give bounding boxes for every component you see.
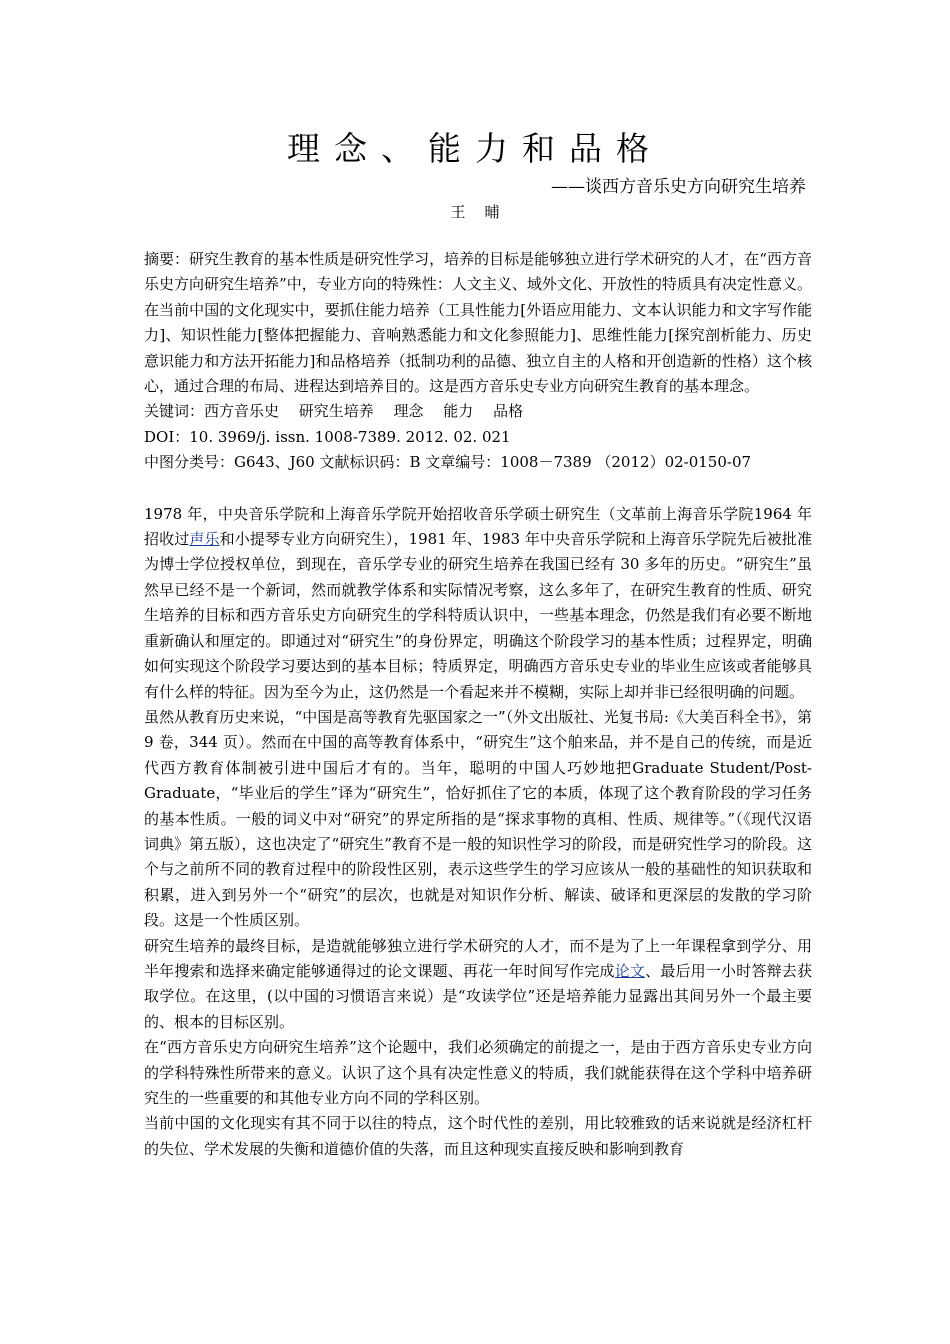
body-paragraph-1 [144, 502, 812, 705]
article-title: 理念、能力和品格 [287, 129, 663, 168]
keywords-line: 关键词：西方音乐史 研究生培养 理念 能力 品格 [144, 402, 524, 421]
doi-line: DOI：10. 3969/j. issn. 1008-7389. 2012. 02. 021 [144, 427, 511, 446]
classification-line: 中图分类号：G643、J60 文献标识码：B 文章编号：1008－7389 （2012）02-0150-07 [144, 453, 752, 472]
paragraph-text: 研究生培养的最终目标，是造就能够独立进行学术研究的人才，而不是为了上一年课程拿到学分、用半年搜索和选择来确定能够通得过的论文课题、再花一年时间写作完成 [144, 936, 812, 980]
body-paragraph-5: 当前中国的文化现实有其不同于以往的特点，这个时代性的差别，用比较雅致的话来说就是经济杠杆的失位、学术发展的失衡和道德价值的失落，而且这种现实直接反映和影响到教育 [144, 1114, 812, 1158]
article-body [144, 247, 812, 1162]
paragraph-text: 和小提琴专业方向研究生），1981 年、1983 年中央音乐学院和上海音乐学院先后被批准为博士学位授权单位，到现在，音乐学专业的研究生培养在我国已经有 30 多年的历史。“研究生”虽然早已经不是一个新词，然而就教学体系和实际情况考察，这么多年了，在研究生教育的性质、研究生培养的目标和西方音乐史方向研究生的学科特质认识中，一些基本理念，仍然是我们有必要不断地重新确认和厘定的。即通过对“研究生”的身份界定，明确这个阶段学习的基本性质；过程界定，明确如何实现这个阶段学习要达到的基本目标；特质界定，明确西方音乐史专业的毕业生应该或者能够具有什么样的特征。因为至今为止，这仍然是一个看起来并不模糊，实际上却并非已经很明确的问题。 [144, 530, 812, 701]
thesis-link[interactable]: 论文 [614, 961, 646, 980]
body-paragraph-3 [144, 934, 812, 1036]
section-gap [144, 476, 812, 502]
paragraph-text: 1978 年，中央音乐学院和上海音乐学院开始招收音乐学硕士研究生（文革前上海音乐学院1964 年招收过 [144, 504, 812, 549]
abstract-paragraph: 摘要：研究生教育的基本性质是研究性学习，培养的目标是能够独立进行学术研究的人才，在“西方音乐史方向研究生培养”中，专业方向的特殊性：人文主义、域外文化、开放性的特质具有决定性意义。在当前中国的文化现实中，要抓住能力培养（工具性能力[外语应用能力、文本认识能力和文字写作能力]、知识性能力[整体把握能力、音响熟悉能力和文化参照能力]、思维性能力[探究剖析能力、历史意识能力和方法开拓能力]和品格培养（抵制功利的品德、独立自主的人格和开创造新的性格）这个核心，通过合理的布局、进程达到培养目的。这是西方音乐史专业方向研究生教育的基本理念。 [144, 250, 812, 396]
paragraph-text: 、最后用一小时答辩去获取学位。在这里，(以中国的习惯语言来说）是“攻读学位”还是培养能力显露出其间另外一个最主要的、根本的目标区别。 [144, 961, 812, 1031]
article-subtitle: ——谈西方音乐史方向研究生培养 [551, 177, 806, 197]
body-paragraph-2: 虽然从教育历史来说，“中国是高等教育先驱国家之一”（外文出版社、光复书局:《大美百科全书》，第 9 卷，344 页）。然而在中国的高等教育体系中，“研究生”这个舶来品，并不是自己的传统，而是近代西方教育体制被引进中国后才有的。当年，聪明的中国人巧妙地把Graduate Student/Post-Graduate，“毕业后的学生”译为“研究生”，恰好抓住了它的本质，体现了这个教育阶段的学习任务的基本性质。一般的词义中对“研究”的界定所指的是“探求事物的真相、性质、规律等。”（《现代汉语词典》第五版），这也决定了“研究生”教育不是一般的知识性学习的阶段，而是研究性学习的阶段。这个与之前所不同的教育过程中的阶段性区别，表示这些学生的学习应该从一般的基础性的知识获取和积累，进入到另外一个“研究”的层次，也就是对知识作分析、解读、破译和更深层的发散的学习阶段。这是一个性质区别。 [144, 707, 812, 930]
article-author: 王 晡 [450, 203, 500, 221]
body-paragraph-4: 在“西方音乐史方向研究生培养”这个论题中，我们必须确定的前提之一，是由于西方音乐史专业方向的学科特殊性所带来的意义。认识了这个具有决定性意义的特质，我们就能获得在这个学科中培养研究生的一些重要的和其他专业方向不同的学科区别。 [144, 1038, 812, 1107]
vocal-music-link[interactable]: 声乐 [189, 530, 220, 549]
